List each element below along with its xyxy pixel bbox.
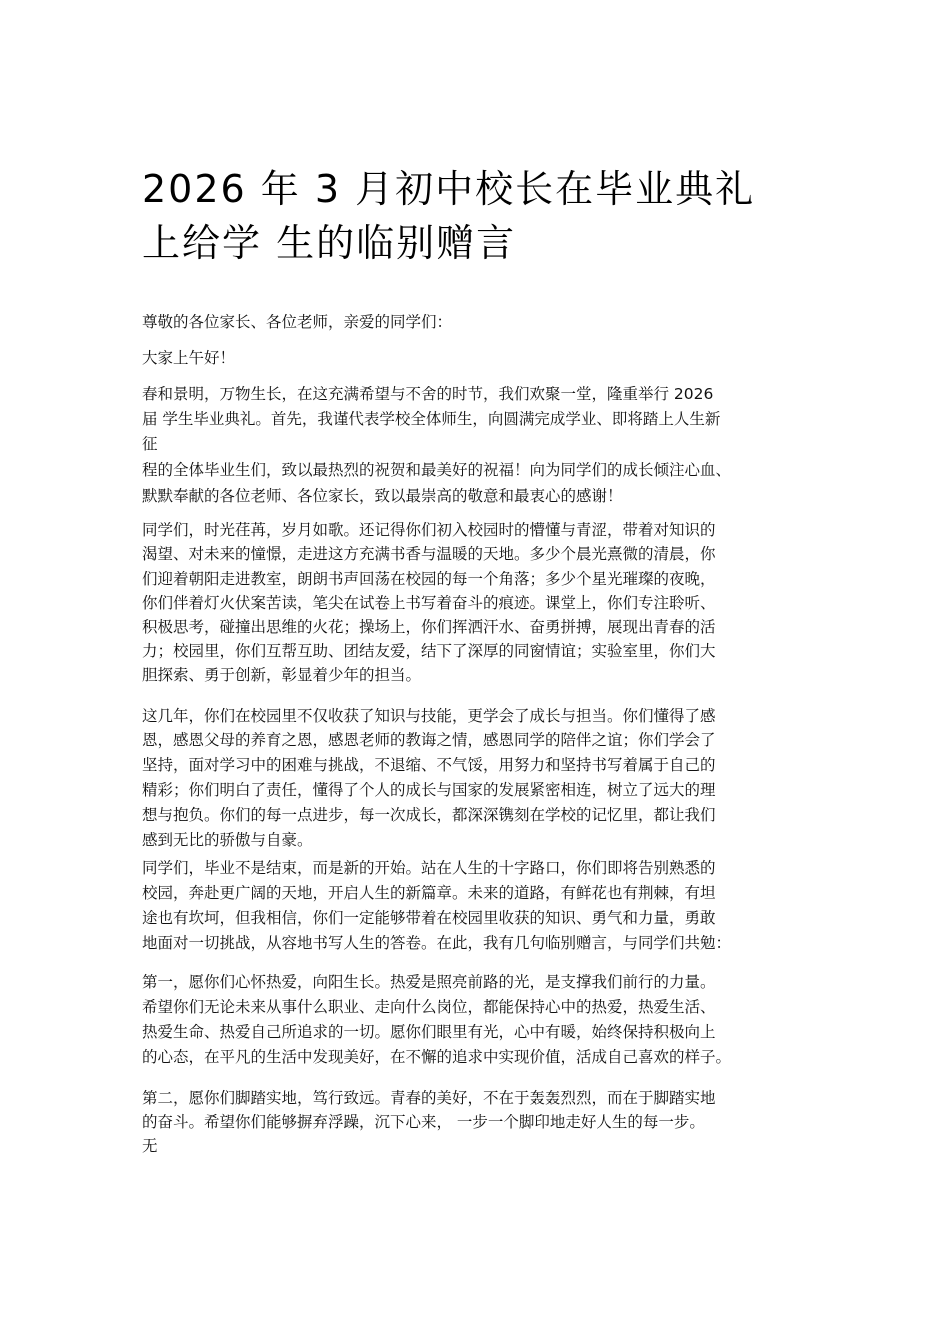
text-line: 胆探索、勇于创新，彰显着少年的担当。 [142,666,422,684]
text-line: 这几年，你们在校园里不仅收获了知识与技能，更学会了成长与担当。你们懂得了感 [142,707,716,725]
text-line: 恩，感恩父母的养育之恩，感恩老师的教诲之情，感恩同学的陪伴之谊；你们学会了 [142,731,716,749]
text-line: 热爱生命、热爱自己所追求的一切。愿你们眼里有光，心中有暖，始终保持积极向上 [142,1023,716,1041]
text-line: 第一，愿你们心怀热爱，向阳生长。热爱是照亮前路的光，是支撑我们前行的力量。 [142,973,716,991]
text-line: 精彩；你们明白了责任，懂得了个人的成长与国家的发展紧密相连，树立了远大的理 [142,781,716,799]
text-line: 征 [142,435,158,453]
text-line: 程的全体毕业生们，致以最热烈的祝贺和最美好的祝福！向为同学们的成长倾注心血、 [142,461,732,479]
text-line: 同学们，时光荏苒，岁月如歌。还记得你们初入校园时的懵懂与青涩，带着对知识的 [142,521,716,539]
text-line: 校园，奔赴更广阔的天地，开启人生的新篇章。未来的道路，有鲜花也有荆棘，有坦 [142,884,716,902]
greeting-line: 大家上午好！ [142,349,236,367]
text-line: 希望你们无论未来从事什么职业、走向什么岗位，都能保持心中的热爱，热爱生活、 [142,998,716,1016]
text-line: 渴望、对未来的憧憬，走进这方充满书香与温暖的天地。多少个晨光熹微的清晨，你 [142,545,716,563]
greeting-line: 尊敬的各位家长、各位老师，亲爱的同学们： [142,313,453,331]
text-line: 积极思考，碰撞出思维的火花；操场上，你们挥洒汗水、奋勇拼搏，展现出青春的活 [142,618,716,636]
text-line: 无 [142,1137,158,1155]
text-line: 默默奉献的各位老师、各位家长，致以最崇高的敬意和最衷心的感谢！ [142,487,623,505]
title-line: 上给学 生的临别赠言 [142,221,517,265]
text-line: 的心态，在平凡的生活中发现美好，在不懈的追求中实现价值，活成自己喜欢的样子。 [142,1048,732,1066]
text-line: 届 学生毕业典礼。首先，我谨代表学校全体师生，向圆满完成学业、即将踏上人生新 [142,410,721,428]
text-line: 途也有坎坷，但我相信，你们一定能够带着在校园里收获的知识、勇气和力量，勇敢 [142,909,716,927]
text-line: 地面对一切挑战，从容地书写人生的答卷。在此，我有几句临别赠言，与同学们共勉： [142,934,732,952]
text-line: 力；校园里，你们互帮互助、团结友爱，结下了深厚的同窗情谊；实验室里，你们大 [142,642,716,660]
text-line: 感到无比的骄傲与自豪。 [142,831,313,849]
text-line: 的奋斗。希望你们能够摒弃浮躁，沉下心来， 一步一个脚印地走好人生的每一步。 [142,1113,705,1131]
text-line: 你们伴着灯火伏案苦读，笔尖在试卷上书写着奋斗的痕迹。课堂上，你们专注聆听、 [142,594,716,612]
text-line: 第二，愿你们脚踏实地，笃行致远。青春的美好，不在于轰轰烈烈，而在于脚踏实地 [142,1089,716,1107]
document-title [142,162,822,270]
text-line: 想与抱负。你们的每一点进步，每一次成长，都深深镌刻在学校的记忆里，都让我们 [142,806,716,824]
text-line: 春和景明，万物生长，在这充满希望与不舍的时节，我们欢聚一堂，隆重举行 2026 [142,385,714,403]
text-line: 同学们，毕业不是结束，而是新的开始。站在人生的十字路口，你们即将告别熟悉的 [142,859,716,877]
title-line: 2026 年 3 月初中校长在毕业典礼 [142,167,756,211]
text-line: 坚持，面对学习中的困难与挑战，不退缩、不气馁，用努力和坚持书写着属于自己的 [142,756,716,774]
text-line: 们迎着朝阳走进教室，朗朗书声回荡在校园的每一个角落；多少个星光璀璨的夜晚， [142,570,716,588]
